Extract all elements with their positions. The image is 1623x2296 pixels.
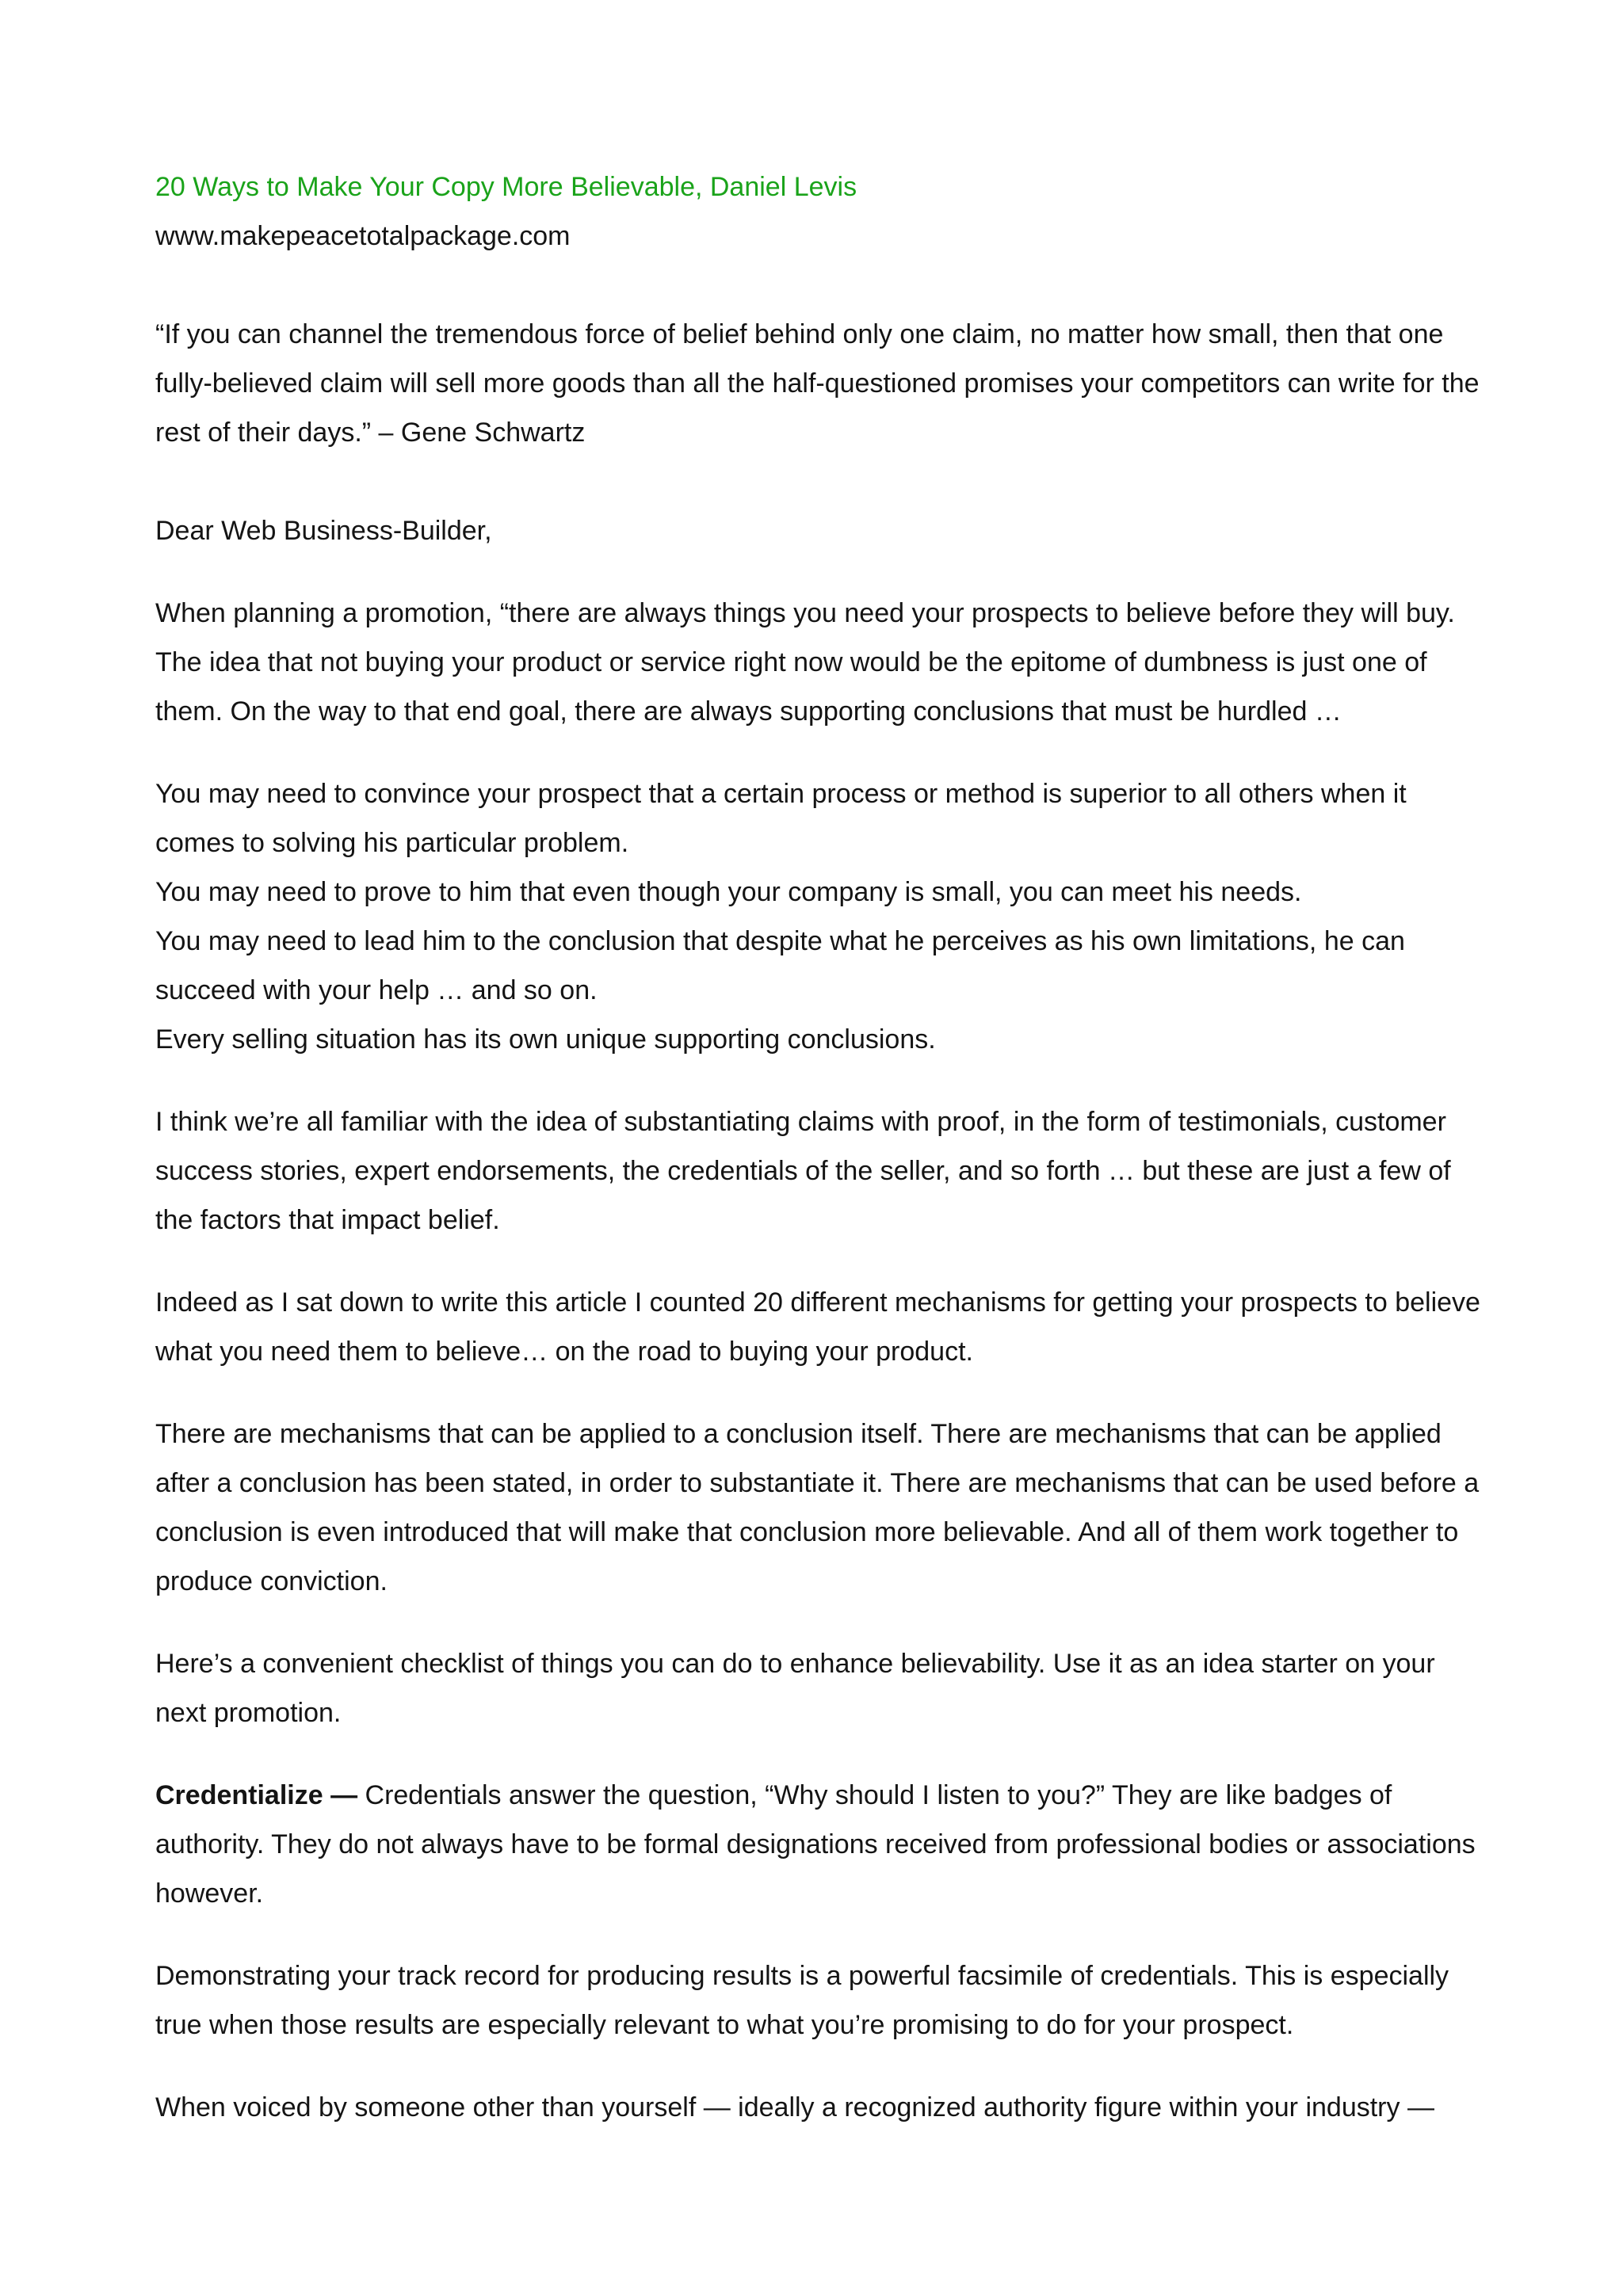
list-item: You may need to convince your prospect that a certain process or method is superior to all others when it comes to solving his particular problem. <box>155 779 1407 858</box>
source-url: www.makepeacetotalpackage.com <box>155 221 571 251</box>
list-item: You may need to lead him to the conclusion that despite what he perceives as his own limitations, he can succeed with your help … and so on. <box>155 926 1405 1005</box>
document-body <box>155 162 1487 2165</box>
supporting-conclusions-list <box>155 769 1487 1064</box>
paragraph-checklist: Here’s a convenient checklist of things you can do to enhance believability. Use it as an idea starter on your next promotion. <box>155 1649 1435 1728</box>
credentialize-text: Credentials answer the question, “Why should I listen to you?” They are like badges of authority. They do not always have to be formal designations received from professional bodies or associations however. <box>155 1780 1476 1909</box>
list-item: You may need to prove to him that even though your company is small, you can meet his needs. <box>155 877 1302 907</box>
opening-quote: “If you can channel the tremendous force of belief behind only one claim, no matter how small, then that one fully-believed claim will sell more goods than all the half-questioned promises your competitors can write for the rest of their days.” – Gene Schwartz <box>155 319 1480 448</box>
salutation: Dear Web Business-Builder, <box>155 516 492 546</box>
paragraph-mechanisms: There are mechanisms that can be applied to a conclusion itself. There are mechanisms that can be applied after a conclusion has been stated, in order to substantiate it. There are mechanisms that can be used before a conclusion is even introduced that will make that conclusion more believable. And all of them work together to produce conviction. <box>155 1419 1480 1596</box>
paragraph-intro: When planning a promotion, “there are always things you need your prospects to believe before they will buy. The idea that not buying your product or service right now would be the epitome of dumbness is just one of them. On the way to that end goal, there are always supporting conclusions that must be hurdled … <box>155 598 1455 727</box>
credentialize-heading: Credentialize — <box>155 1780 358 1810</box>
list-item: Every selling situation has its own unique supporting conclusions. <box>155 1024 936 1055</box>
paragraph-proof: I think we’re all familiar with the idea of substantiating claims with proof, in the form of testimonials, customer success stories, expert endorsements, the credentials of the seller, and so forth … but these are just a few of the factors that impact belief. <box>155 1107 1451 1235</box>
paragraph-voiced: When voiced by someone other than yourself — ideally a recognized authority figure within your industry — <box>155 2092 1434 2122</box>
paragraph-mechanisms-count: Indeed as I sat down to write this article I counted 20 different mechanisms for getting your prospects to believe what you need them to believe… on the road to buying your product. <box>155 1287 1480 1367</box>
paragraph-track-record: Demonstrating your track record for producing results is a powerful facsimile of credentials. This is especially true when those results are especially relevant to what you’re promising to do for your prospect. <box>155 1961 1449 2040</box>
document-title: 20 Ways to Make Your Copy More Believable, Daniel Levis <box>155 172 857 202</box>
paragraph-credentialize <box>155 1771 1487 1918</box>
